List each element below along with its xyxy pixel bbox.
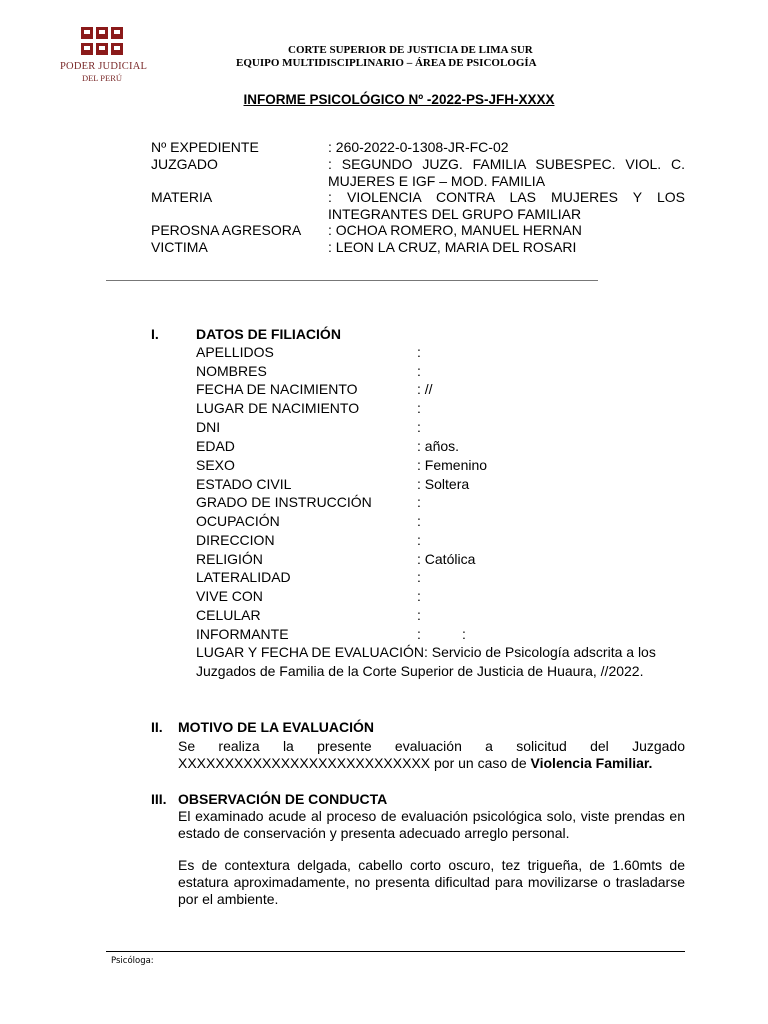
motivo-case-type: Violencia Familiar. — [530, 755, 653, 771]
field-label: FECHA DE NACIMIENTO — [196, 381, 358, 397]
field-value-secondary: : — [462, 626, 466, 642]
field-label: NOMBRES — [196, 363, 267, 379]
section-1-title: DATOS DE FILIACIÓN — [196, 326, 341, 342]
footer-signature-label: Psicóloga: — [111, 956, 154, 966]
field-value: : — [417, 363, 421, 379]
field-value: : — [417, 532, 421, 548]
poder-judicial-emblem-icon — [80, 26, 124, 58]
motivo-paragraph — [178, 738, 685, 772]
motivo-line-2 — [178, 755, 685, 772]
field-label: VIVE CON — [196, 588, 263, 604]
field-value: : — [417, 494, 421, 510]
case-value: : SEGUNDO JUZG. FAMILIA SUBESPEC. VIOL. C. MUJERES E IGF – MOD. FAMILIA — [328, 156, 685, 189]
section-2-title: MOTIVO DE LA EVALUACIÓN — [178, 719, 374, 735]
field-label: DNI — [196, 419, 221, 435]
case-value: : OCHOA ROMERO, MANUEL HERNAN — [328, 222, 582, 238]
logo-name: PODER JUDICIAL — [60, 61, 148, 72]
case-label: Nº EXPEDIENTE — [151, 139, 259, 155]
field-label: APELLIDOS — [196, 344, 274, 360]
field-label: RELIGIÓN — [196, 551, 263, 567]
motivo-line-1: Se realiza la presente evaluación a solicitud del Juzgado — [178, 738, 685, 754]
separator-line — [106, 280, 598, 281]
field-label: CELULAR — [196, 607, 261, 623]
field-label: LATERALIDAD — [196, 569, 291, 585]
field-value: : — [417, 344, 421, 360]
field-label: LUGAR DE NACIMIENTO — [196, 400, 360, 416]
field-value: : Femenino — [417, 457, 488, 473]
field-value: : // — [417, 381, 433, 397]
field-label: DIRECCION — [196, 532, 275, 548]
field-label: EDAD — [196, 438, 235, 454]
court-name: CORTE SUPERIOR DE JUSTICIA DE LIMA SUR — [288, 44, 533, 56]
field-label: ESTADO CIVIL — [196, 476, 292, 492]
field-value: : Soltera — [417, 476, 470, 492]
case-label: JUZGADO — [151, 156, 218, 172]
poder-judicial-logo — [60, 26, 148, 86]
field-value: : — [417, 607, 421, 623]
section-2-number: II. — [151, 719, 163, 735]
case-value: : VIOLENCIA CONTRA LAS MUJERES Y LOS INTEGRANTES DEL GRUPO FAMILIAR — [328, 189, 685, 222]
case-value: : LEON LA CRUZ, MARIA DEL ROSARI — [328, 239, 577, 255]
observacion-paragraph-2: Es de contextura delgada, cabello corto oscuro, tez trigueña, de 1.60mts de estatura aproximadamente, no presenta dificultad para movilizarse o trasladarse por el ambiente. — [178, 857, 685, 907]
field-value: : — [417, 569, 421, 585]
field-value: : — [417, 419, 421, 435]
field-label: GRADO DE INSTRUCCIÓN — [196, 494, 372, 510]
field-value: : — [417, 588, 421, 604]
case-value: : 260-2022-0-1308-JR-FC-02 — [328, 139, 509, 155]
section-3-title: OBSERVACIÓN DE CONDUCTA — [178, 791, 388, 807]
report-title: INFORME PSICOLÓGICO Nº -2022-PS-JFH-XXXX — [243, 92, 555, 107]
observacion-paragraph-1: El examinado acude al proceso de evaluación psicológica solo, viste prendas en estado de conservación y presenta adecuado arreglo personal. — [178, 808, 685, 841]
footer-line — [106, 951, 685, 952]
field-value: : — [417, 400, 421, 416]
field-value: : Católica — [417, 551, 476, 567]
case-label: MATERIA — [151, 189, 213, 205]
field-label: SEXO — [196, 457, 235, 473]
field-value: : años. — [417, 438, 460, 454]
field-label: INFORMANTE — [196, 626, 289, 642]
team-name: EQUIPO MULTIDISCIPLINARIO – ÁREA DE PSICOLOGÍA — [236, 57, 537, 69]
field-value: : — [417, 513, 421, 529]
lugar-fecha-evaluacion — [196, 643, 656, 681]
section-1-number: I. — [151, 326, 159, 342]
section-3-number: III. — [151, 791, 167, 807]
lugar-line-2: Juzgados de Familia de la Corte Superior de Justicia de Huaura, //2022. — [196, 663, 644, 679]
lugar-line-1: LUGAR Y FECHA DE EVALUACIÓN: Servicio de Psicología adscrita a los — [196, 644, 656, 660]
case-label: PEROSNA AGRESORA — [151, 222, 302, 238]
motivo-text: XXXXXXXXXXXXXXXXXXXXXXXXXXX por un caso de — [178, 755, 531, 771]
case-label: VICTIMA — [151, 239, 208, 255]
logo-subtitle: DEL PERÚ — [81, 73, 123, 83]
field-label: OCUPACIÓN — [196, 513, 280, 529]
field-value: : — [417, 626, 421, 642]
